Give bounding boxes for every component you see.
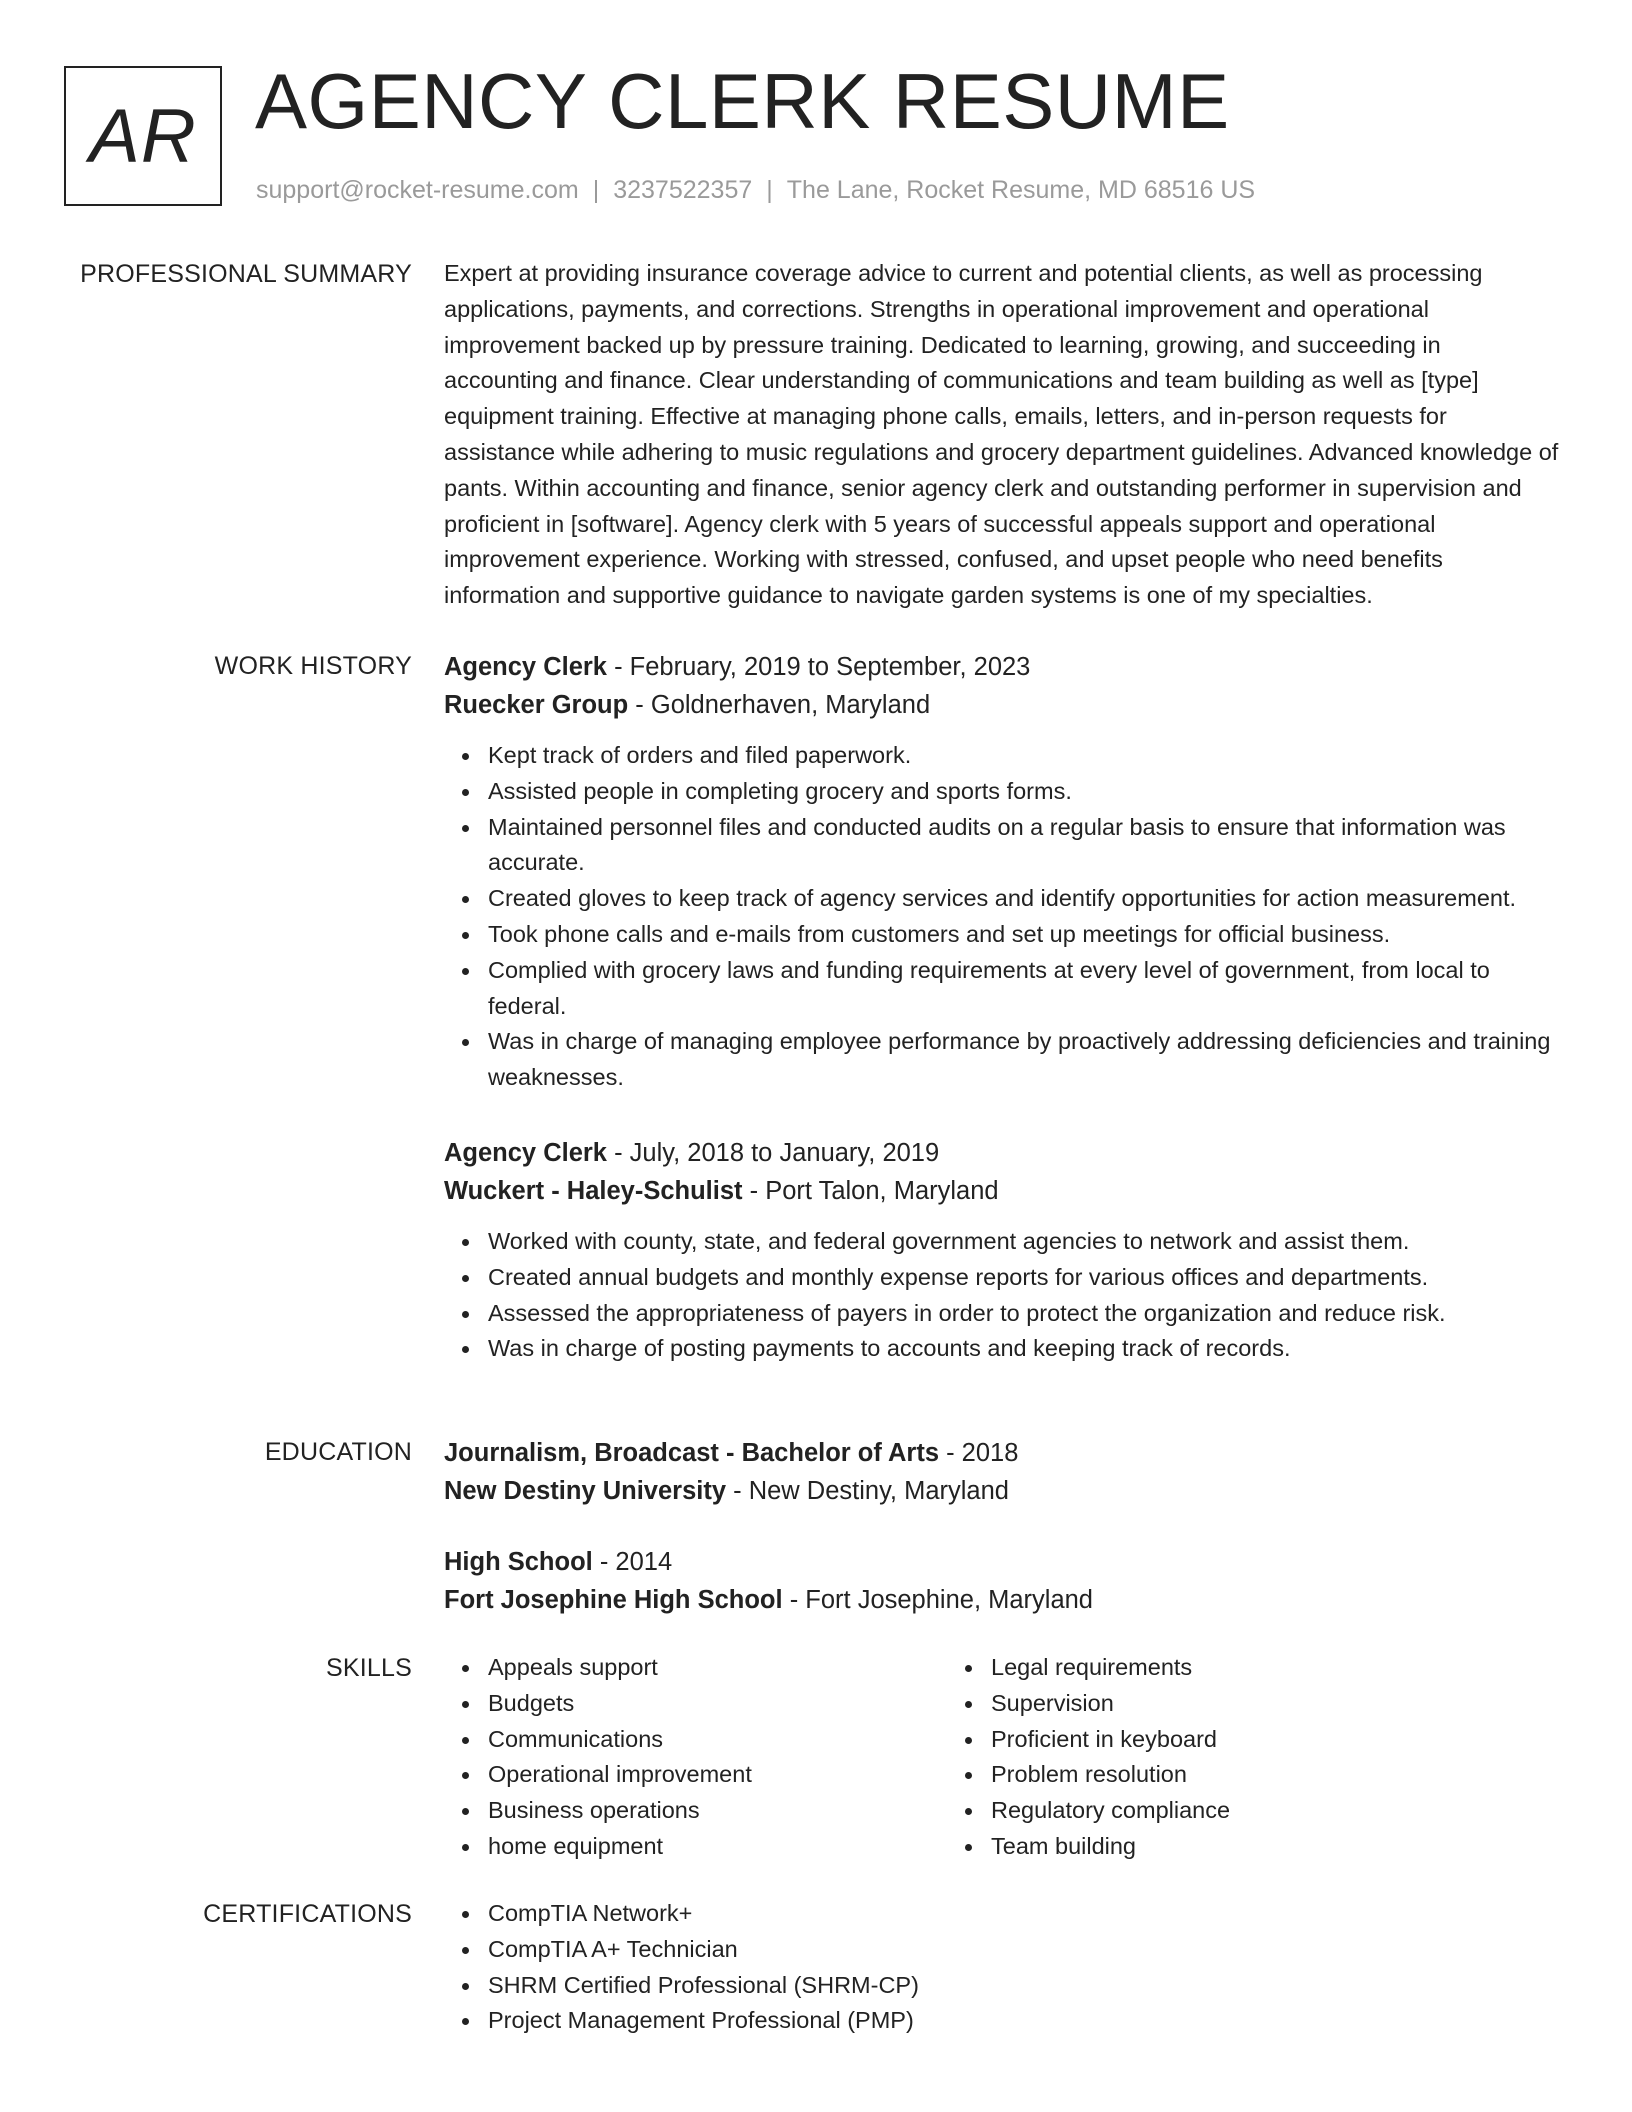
list-item: Took phone calls and e-mails from customers and set up meetings for official business. — [488, 917, 1560, 953]
education-body — [444, 1434, 1560, 1619]
list-item: Kept track of orders and filed paperwork. — [488, 738, 1560, 774]
education-degree: Journalism, Broadcast - Bachelor of Arts — [444, 1439, 940, 1467]
list-item: Maintained personnel files and conducted audits on a regular basis to ensure that information was accurate. — [488, 810, 1560, 882]
monogram-logo — [64, 66, 222, 206]
education-location: - Fort Josephine, Maryland — [782, 1586, 1093, 1614]
education-location: - New Destiny, Maryland — [726, 1477, 1009, 1505]
work-history-body — [444, 648, 1560, 1367]
job-title: Agency Clerk — [444, 653, 607, 681]
education-school-line — [444, 1472, 1560, 1510]
skills-body — [444, 1650, 1560, 1865]
monogram-text: AR — [89, 93, 197, 179]
skills-list-right — [947, 1650, 1450, 1865]
summary-text: Expert at providing insurance coverage advice to current and potential clients, as well as processing applications, payments, and corrections. Strengths in operational improvement and operational improvement backed up by pressure training. Dedicated to learning, growing, and succeeding in accounting and finance. Clear understanding of communications and team building as well as [type] equipment training. Effective at managing phone calls, emails, letters, and in-person requests for assistance while adhering to music regulations and grocery department guidelines. Advanced knowledge of pants. Within accounting and finance, senior agency clerk and outstanding performer in supervision and proficient in [software]. Agency clerk with 5 years of successful appeals support and operational improvement experience. Working with stressed, confused, and upset people who need benefits information and supportive guidance to navigate garden systems is one of my specialties. — [444, 260, 1559, 609]
job-duties-list — [444, 1224, 1560, 1367]
list-item: Created gloves to keep track of agency services and identify opportunities for action measurement. — [488, 881, 1560, 917]
list-item: Was in charge of managing employee performance by proactively addressing deficiencies and training weaknesses. — [488, 1024, 1560, 1096]
list-item: Problem resolution — [991, 1757, 1450, 1793]
list-item: Legal requirements — [991, 1650, 1450, 1686]
list-item: home equipment — [488, 1829, 947, 1865]
education-entry — [444, 1543, 1560, 1619]
job-dates: - July, 2018 to January, 2019 — [607, 1138, 940, 1167]
contact-separator: | — [766, 176, 773, 204]
certifications-list — [444, 1896, 1560, 2039]
job-company-line — [444, 686, 1560, 724]
section-heading-education: EDUCATION — [264, 1438, 412, 1466]
education-school: New Destiny University — [444, 1477, 727, 1505]
job-company: Ruecker Group — [444, 691, 629, 719]
job-location: - Port Talon, Maryland — [742, 1176, 999, 1205]
list-item: Created annual budgets and monthly expense reports for various offices and departments. — [488, 1260, 1560, 1296]
summary-body — [444, 256, 1560, 614]
education-degree-line — [444, 1434, 1560, 1472]
list-item: SHRM Certified Professional (SHRM-CP) — [488, 1968, 1560, 2004]
page-title: AGENCY CLERK RESUME — [255, 57, 1230, 145]
education-year: - 2018 — [939, 1439, 1019, 1467]
list-item: Budgets — [488, 1686, 947, 1722]
job-company: Wuckert - Haley-Schulist — [444, 1176, 743, 1205]
certifications-body — [444, 1896, 1560, 2039]
list-item: Communications — [488, 1722, 947, 1758]
job-entry — [444, 1134, 1560, 1367]
contact-phone: 3237522357 — [613, 176, 753, 204]
skills-list-left — [444, 1650, 947, 1865]
list-item: Was in charge of posting payments to accounts and keeping track of records. — [488, 1331, 1560, 1367]
education-entry — [444, 1434, 1560, 1510]
list-item: Supervision — [991, 1686, 1450, 1722]
list-item: Operational improvement — [488, 1757, 947, 1793]
job-title-line — [444, 648, 1560, 686]
list-item: CompTIA Network+ — [488, 1896, 1560, 1932]
skills-columns — [444, 1650, 1560, 1865]
contact-address: The Lane, Rocket Resume, MD 68516 US — [786, 176, 1256, 204]
section-heading-summary: PROFESSIONAL SUMMARY — [80, 260, 412, 288]
list-item: CompTIA A+ Technician — [488, 1932, 1560, 1968]
job-location: - Goldnerhaven, Maryland — [628, 691, 931, 719]
education-degree: High School — [444, 1548, 593, 1576]
list-item: Assessed the appropriateness of payers in order to protect the organization and reduce risk. — [488, 1296, 1560, 1332]
contact-separator: | — [592, 176, 600, 204]
section-heading-work-history: WORK HISTORY — [214, 652, 412, 680]
list-item: Team building — [991, 1829, 1450, 1865]
list-item: Project Management Professional (PMP) — [488, 2003, 1560, 2039]
job-title: Agency Clerk — [444, 1138, 607, 1167]
job-entry — [444, 648, 1560, 1096]
education-school-line — [444, 1581, 1560, 1619]
education-school: Fort Josephine High School — [444, 1586, 783, 1614]
job-title-line — [444, 1134, 1560, 1172]
list-item: Worked with county, state, and federal government agencies to network and assist them. — [488, 1224, 1560, 1260]
section-heading-skills: SKILLS — [326, 1654, 412, 1682]
contact-email: support@rocket-resume.com — [256, 176, 579, 204]
contact-line — [256, 174, 1255, 206]
list-item: Assisted people in completing grocery and sports forms. — [488, 774, 1560, 810]
job-dates: - February, 2019 to September, 2023 — [607, 653, 1031, 681]
education-year: - 2014 — [592, 1548, 673, 1576]
list-item: Appeals support — [488, 1650, 947, 1686]
list-item: Regulatory compliance — [991, 1793, 1450, 1829]
job-company-line — [444, 1172, 1560, 1210]
section-heading-certifications: CERTIFICATIONS — [203, 1900, 412, 1928]
list-item: Business operations — [488, 1793, 947, 1829]
job-duties-list — [444, 738, 1560, 1096]
education-degree-line — [444, 1543, 1560, 1581]
list-item: Complied with grocery laws and funding requirements at every level of government, from local to federal. — [488, 953, 1560, 1025]
list-item: Proficient in keyboard — [991, 1722, 1450, 1758]
